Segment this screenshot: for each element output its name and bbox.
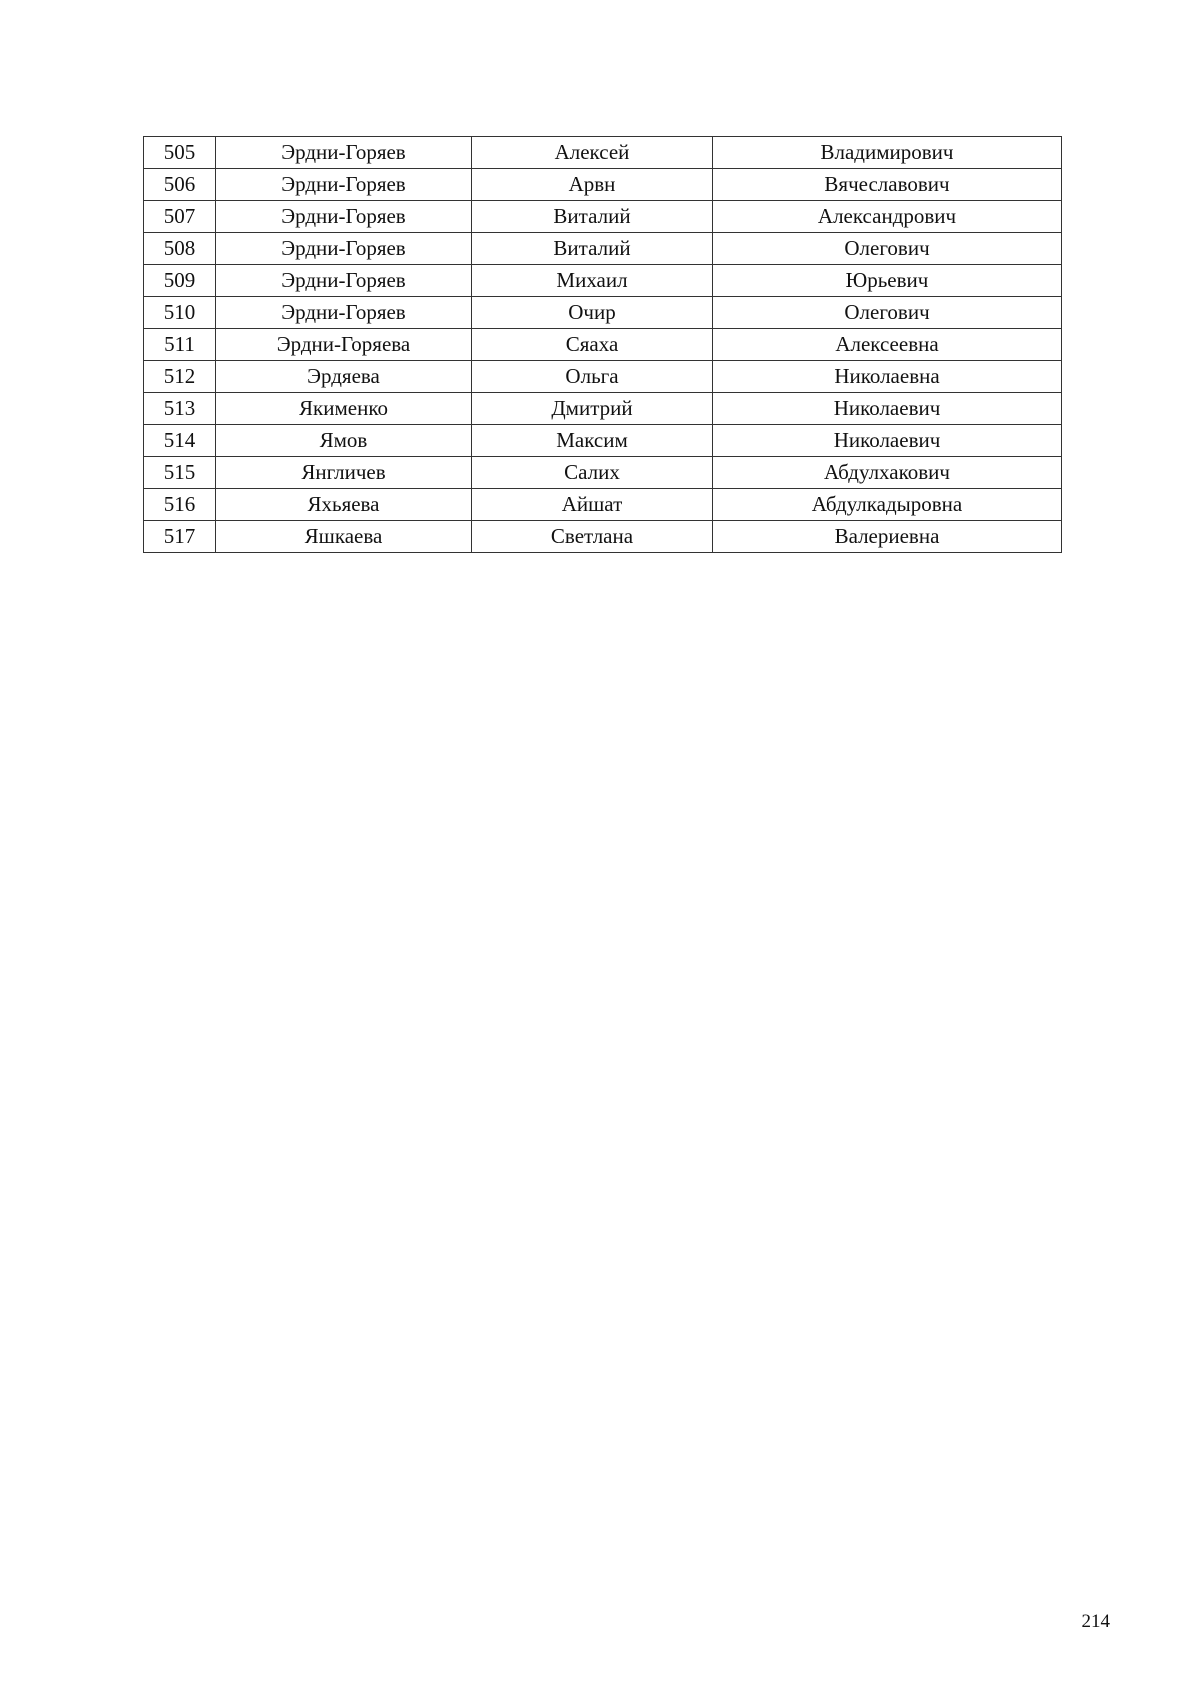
row-number-cell: 516 xyxy=(144,489,216,521)
row-number-cell: 508 xyxy=(144,233,216,265)
patronymic-cell: Александрович xyxy=(713,201,1062,233)
row-number-cell: 512 xyxy=(144,361,216,393)
patronymic-cell: Олегович xyxy=(713,233,1062,265)
patronymic-cell: Юрьевич xyxy=(713,265,1062,297)
first-name-cell: Светлана xyxy=(472,521,713,553)
surname-cell: Эрдни-Горяев xyxy=(216,297,472,329)
first-name-cell: Арвн xyxy=(472,169,713,201)
row-number-cell: 515 xyxy=(144,457,216,489)
name-list-table xyxy=(143,136,1062,553)
row-number-cell: 517 xyxy=(144,521,216,553)
patronymic-cell: Николаевич xyxy=(713,425,1062,457)
surname-cell: Эрдни-Горяев xyxy=(216,137,472,169)
row-number-cell: 505 xyxy=(144,137,216,169)
first-name-cell: Очир xyxy=(472,297,713,329)
first-name-cell: Алексей xyxy=(472,137,713,169)
first-name-cell: Сяаха xyxy=(472,329,713,361)
patronymic-cell: Вячеславович xyxy=(713,169,1062,201)
table-row xyxy=(144,457,1062,489)
table-row xyxy=(144,137,1062,169)
patronymic-cell: Олегович xyxy=(713,297,1062,329)
table-row xyxy=(144,297,1062,329)
table-row xyxy=(144,393,1062,425)
table-body xyxy=(144,137,1062,553)
row-number-cell: 509 xyxy=(144,265,216,297)
table-row xyxy=(144,521,1062,553)
patronymic-cell: Абдулхакович xyxy=(713,457,1062,489)
surname-cell: Эрдни-Горяева xyxy=(216,329,472,361)
first-name-cell: Михаил xyxy=(472,265,713,297)
first-name-cell: Дмитрий xyxy=(472,393,713,425)
surname-cell: Янгличев xyxy=(216,457,472,489)
first-name-cell: Салих xyxy=(472,457,713,489)
table-row xyxy=(144,265,1062,297)
table-row xyxy=(144,489,1062,521)
surname-cell: Эрдни-Горяев xyxy=(216,265,472,297)
patronymic-cell: Алексеевна xyxy=(713,329,1062,361)
patronymic-cell: Николаевна xyxy=(713,361,1062,393)
surname-cell: Яшкаева xyxy=(216,521,472,553)
row-number-cell: 506 xyxy=(144,169,216,201)
table-row xyxy=(144,169,1062,201)
first-name-cell: Максим xyxy=(472,425,713,457)
surname-cell: Эрдни-Горяев xyxy=(216,201,472,233)
surname-cell: Эрдни-Горяев xyxy=(216,169,472,201)
first-name-cell: Виталий xyxy=(472,201,713,233)
first-name-cell: Айшат xyxy=(472,489,713,521)
surname-cell: Яхьяева xyxy=(216,489,472,521)
table-row xyxy=(144,329,1062,361)
surname-cell: Эрдяева xyxy=(216,361,472,393)
row-number-cell: 510 xyxy=(144,297,216,329)
table-row xyxy=(144,361,1062,393)
patronymic-cell: Валериевна xyxy=(713,521,1062,553)
patronymic-cell: Абдулкадыровна xyxy=(713,489,1062,521)
page-number: 214 xyxy=(1081,1611,1110,1632)
surname-cell: Якименко xyxy=(216,393,472,425)
table-row xyxy=(144,201,1062,233)
table-row xyxy=(144,425,1062,457)
surname-cell: Эрдни-Горяев xyxy=(216,233,472,265)
row-number-cell: 514 xyxy=(144,425,216,457)
patronymic-cell: Николаевич xyxy=(713,393,1062,425)
surname-cell: Ямов xyxy=(216,425,472,457)
row-number-cell: 511 xyxy=(144,329,216,361)
table-row xyxy=(144,233,1062,265)
row-number-cell: 507 xyxy=(144,201,216,233)
row-number-cell: 513 xyxy=(144,393,216,425)
patronymic-cell: Владимирович xyxy=(713,137,1062,169)
first-name-cell: Виталий xyxy=(472,233,713,265)
first-name-cell: Ольга xyxy=(472,361,713,393)
